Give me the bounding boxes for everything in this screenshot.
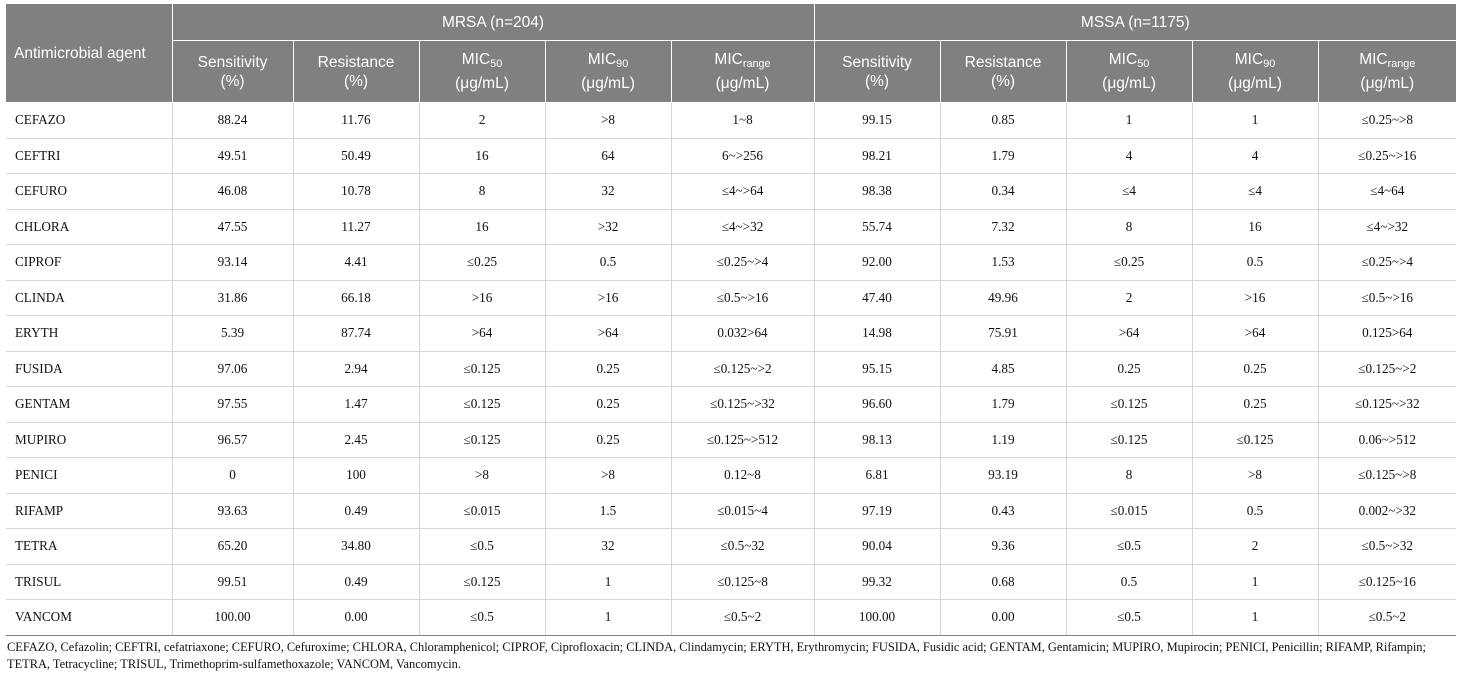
header-unit: (μg/mL): [1102, 75, 1156, 92]
agent-name-cell: CEFTRI: [6, 138, 172, 174]
agent-name-cell: RIFAMP: [6, 493, 172, 529]
table-cell: 0.5: [1192, 493, 1318, 529]
table-cell: 0.25: [1192, 387, 1318, 423]
table-cell: ≤0.5~2: [671, 600, 814, 636]
table-cell: 95.15: [814, 351, 940, 387]
table-cell: 46.08: [172, 174, 293, 210]
table-row: [6, 529, 1456, 565]
table-cell: 0.25: [545, 351, 671, 387]
agent-name-cell: MUPIRO: [6, 422, 172, 458]
table-cell: ≤0.125: [419, 387, 545, 423]
table-cell: 1.53: [940, 245, 1066, 281]
table-cell: 6.81: [814, 458, 940, 494]
header-subscript: 90: [616, 58, 629, 70]
table-cell: ≤0.125~>8: [1318, 458, 1456, 494]
agent-name-cell: VANCOM: [6, 600, 172, 636]
table-cell: 100.00: [172, 600, 293, 636]
table-cell: ≤0.125~>32: [671, 387, 814, 423]
table-cell: 50.49: [293, 138, 419, 174]
table-cell: 4: [1192, 138, 1318, 174]
table-row: [6, 422, 1456, 458]
table-cell: ≤0.125: [419, 564, 545, 600]
table-cell: >8: [1192, 458, 1318, 494]
table-cell: >64: [545, 316, 671, 352]
table-row: [6, 458, 1456, 494]
table-cell: ≤0.25: [419, 245, 545, 281]
table-row: [6, 174, 1456, 210]
header-mrsa-mic90: [545, 41, 671, 103]
table-cell: 99.32: [814, 564, 940, 600]
table-cell: 16: [1192, 209, 1318, 245]
header-label: MIC: [461, 51, 491, 68]
table-cell: ≤0.015~4: [671, 493, 814, 529]
table-cell: ≤0.5~>16: [671, 280, 814, 316]
table-cell: 97.06: [172, 351, 293, 387]
header-mssa-group: MSSA (n=1175): [814, 4, 1456, 41]
table-cell: 92.00: [814, 245, 940, 281]
header-subscript: 50: [1137, 58, 1150, 70]
header-unit: (%): [990, 72, 1016, 90]
table-cell: ≤0.5~>32: [1318, 529, 1456, 565]
header-label: Sensitivity: [842, 53, 912, 71]
table-cell: ≤0.25~>4: [671, 245, 814, 281]
table-cell: 1: [1066, 103, 1192, 139]
table-cell: ≤0.5~32: [671, 529, 814, 565]
table-cell: 1.79: [940, 138, 1066, 174]
table-cell: 11.27: [293, 209, 419, 245]
table-row: [6, 316, 1456, 352]
table-cell: 55.74: [814, 209, 940, 245]
table-cell: ≤0.25~>16: [1318, 138, 1456, 174]
table-cell: ≤0.015: [1066, 493, 1192, 529]
header-unit: (%): [864, 72, 890, 90]
table-row: [6, 103, 1456, 139]
table-cell: >32: [545, 209, 671, 245]
table-row: [6, 209, 1456, 245]
table-cell: 97.55: [172, 387, 293, 423]
table-cell: ≤4: [1192, 174, 1318, 210]
header-mrsa-sensitivity: [172, 41, 293, 103]
agent-name-cell: PENICI: [6, 458, 172, 494]
agent-name-cell: CHLORA: [6, 209, 172, 245]
table-cell: 1: [1192, 103, 1318, 139]
table-cell: ≤4~>32: [1318, 209, 1456, 245]
table-row: [6, 564, 1456, 600]
table-cell: 100.00: [814, 600, 940, 636]
table-cell: 1: [545, 564, 671, 600]
table-cell: ≤4~>32: [671, 209, 814, 245]
table-cell: 31.86: [172, 280, 293, 316]
table-cell: 0: [172, 458, 293, 494]
agent-name-cell: CEFAZO: [6, 103, 172, 139]
table-cell: 0.43: [940, 493, 1066, 529]
header-mssa-mic50: [1066, 41, 1192, 103]
table-cell: 100: [293, 458, 419, 494]
table-cell: 32: [545, 529, 671, 565]
table-cell: ≤0.5~>16: [1318, 280, 1456, 316]
table-cell: >16: [419, 280, 545, 316]
table-cell: ≤0.5: [1066, 600, 1192, 636]
table-cell: 64: [545, 138, 671, 174]
table-cell: ≤0.25: [1066, 245, 1192, 281]
table-cell: >16: [545, 280, 671, 316]
table-cell: 1: [545, 600, 671, 636]
table-cell: 1: [1192, 564, 1318, 600]
table-cell: 49.51: [172, 138, 293, 174]
table-footnote: CEFAZO, Cefazolin; CEFTRI, cefatriaxone; CEFURO, Cefuroxime; CHLORA, Chloramphenicol; CIPROF, Ciprofloxacin; CLINDA, Clindamycin; ERYTH, Erythromycin; FUSIDA, Fusidic acid; GENTAM, Gentamicin; MUPIRO, Mupirocin; PENICI, Penicillin; RIFAMP, Rifampin; TETRA, Tetracycline; TRISUL, Trimethoprim-sulfamethoxazole; VANCOM, Vancomycin.: [7, 639, 1426, 671]
table-row: [6, 245, 1456, 281]
table-cell: 66.18: [293, 280, 419, 316]
agent-name-cell: CLINDA: [6, 280, 172, 316]
table-cell: 96.57: [172, 422, 293, 458]
table-cell: ≤0.125: [1066, 387, 1192, 423]
header-unit: (μg/mL): [1228, 75, 1282, 92]
table-header: [6, 4, 1456, 103]
table-cell: 8: [1066, 209, 1192, 245]
table-cell: 8: [1066, 458, 1192, 494]
table-cell: 47.40: [814, 280, 940, 316]
table-cell: 0.125>64: [1318, 316, 1456, 352]
table-cell: 1~8: [671, 103, 814, 139]
table-cell: 1.19: [940, 422, 1066, 458]
table-cell: 4.85: [940, 351, 1066, 387]
agent-name-cell: FUSIDA: [6, 351, 172, 387]
table-cell: ≤0.125: [1192, 422, 1318, 458]
agent-name-cell: TRISUL: [6, 564, 172, 600]
table-cell: 0.002~>32: [1318, 493, 1456, 529]
table-cell: 75.91: [940, 316, 1066, 352]
table-cell: ≤0.125: [419, 422, 545, 458]
table-row: [6, 280, 1456, 316]
table-cell: 0.5: [545, 245, 671, 281]
header-unit: (μg/mL): [1360, 75, 1415, 92]
table-cell: 65.20: [172, 529, 293, 565]
table-cell: 0.49: [293, 493, 419, 529]
table-cell: ≤0.015: [419, 493, 545, 529]
table-cell: ≤0.5: [1066, 529, 1192, 565]
table-row: [6, 600, 1456, 636]
table-cell: 99.51: [172, 564, 293, 600]
table-cell: >16: [1192, 280, 1318, 316]
table-cell: >8: [545, 458, 671, 494]
table-cell: >64: [419, 316, 545, 352]
table-cell: 0.5: [1192, 245, 1318, 281]
table-cell: 0.06~>512: [1318, 422, 1456, 458]
table-cell: ≤0.5: [419, 600, 545, 636]
table-cell: ≤0.125~>32: [1318, 387, 1456, 423]
table-cell: 98.13: [814, 422, 940, 458]
table-cell: 0.12~8: [671, 458, 814, 494]
table-cell: 2: [1066, 280, 1192, 316]
table-cell: 93.14: [172, 245, 293, 281]
header-label: Resistance: [317, 53, 395, 71]
table-cell: 6~>256: [671, 138, 814, 174]
table-cell: ≤0.125~>2: [1318, 351, 1456, 387]
header-subscript: 50: [490, 58, 503, 70]
table-cell: 10.78: [293, 174, 419, 210]
table-cell: 0.25: [545, 422, 671, 458]
table-cell: 0.49: [293, 564, 419, 600]
table-cell: ≤0.125~8: [671, 564, 814, 600]
header-label: MIC: [1359, 51, 1388, 68]
table-cell: 32: [545, 174, 671, 210]
table-cell: ≤4~>64: [671, 174, 814, 210]
header-mssa-micrange: [1318, 41, 1456, 103]
table-cell: 2.45: [293, 422, 419, 458]
table-cell: 47.55: [172, 209, 293, 245]
header-group-row: [6, 4, 1456, 41]
table-row: [6, 351, 1456, 387]
table-cell: 1.5: [545, 493, 671, 529]
header-label: MIC: [714, 51, 743, 68]
table-cell: 8: [419, 174, 545, 210]
table-cell: ≤0.5~2: [1318, 600, 1456, 636]
table-container: [6, 4, 1456, 674]
table-cell: ≤0.125~16: [1318, 564, 1456, 600]
agent-name-cell: ERYTH: [6, 316, 172, 352]
header-sub-row: [6, 41, 1456, 103]
table-cell: 93.63: [172, 493, 293, 529]
table-body: [6, 103, 1456, 636]
header-mssa-sensitivity: [814, 41, 940, 103]
table-cell: 7.32: [940, 209, 1066, 245]
susceptibility-table: [6, 4, 1456, 636]
header-mrsa-group: MRSA (n=204): [172, 4, 814, 41]
header-unit: (μg/mL): [715, 75, 770, 92]
table-cell: 1: [1192, 600, 1318, 636]
table-row: [6, 138, 1456, 174]
table-cell: 0.00: [940, 600, 1066, 636]
table-cell: 0.68: [940, 564, 1066, 600]
header-mrsa-mic50: [419, 41, 545, 103]
table-cell: 0.00: [293, 600, 419, 636]
table-cell: 98.21: [814, 138, 940, 174]
table-cell: 1.47: [293, 387, 419, 423]
table-cell: 93.19: [940, 458, 1066, 494]
table-cell: 16: [419, 138, 545, 174]
table-cell: 49.96: [940, 280, 1066, 316]
agent-name-cell: TETRA: [6, 529, 172, 565]
header-mssa-mic90: [1192, 41, 1318, 103]
table-cell: 0.25: [545, 387, 671, 423]
table-cell: 90.04: [814, 529, 940, 565]
header-label: Sensitivity: [197, 53, 268, 71]
header-label: MIC: [1108, 51, 1138, 68]
table-cell: ≤4~64: [1318, 174, 1456, 210]
header-mssa-resistance: [940, 41, 1066, 103]
table-cell: ≤0.5: [419, 529, 545, 565]
table-cell: 2: [419, 103, 545, 139]
table-cell: 9.36: [940, 529, 1066, 565]
header-subscript: range: [1387, 58, 1416, 70]
table-cell: ≤0.125~>2: [671, 351, 814, 387]
table-cell: 11.76: [293, 103, 419, 139]
table-cell: 16: [419, 209, 545, 245]
table-cell: 34.80: [293, 529, 419, 565]
table-cell: >8: [545, 103, 671, 139]
table-cell: >8: [419, 458, 545, 494]
table-cell: 0.25: [1066, 351, 1192, 387]
table-cell: 97.19: [814, 493, 940, 529]
table-cell: 14.98: [814, 316, 940, 352]
table-cell: 0.032>64: [671, 316, 814, 352]
agent-name-cell: CIPROF: [6, 245, 172, 281]
table-cell: ≤4: [1066, 174, 1192, 210]
table-cell: 0.5: [1066, 564, 1192, 600]
header-label: Resistance: [964, 53, 1042, 71]
table-cell: 96.60: [814, 387, 940, 423]
table-cell: 0.25: [1192, 351, 1318, 387]
table-cell: 1.79: [940, 387, 1066, 423]
table-cell: 98.38: [814, 174, 940, 210]
header-subscript: range: [742, 58, 771, 70]
table-cell: 4: [1066, 138, 1192, 174]
header-subscript: 90: [1263, 58, 1276, 70]
table-cell: 2: [1192, 529, 1318, 565]
header-unit: (μg/mL): [455, 75, 509, 92]
table-cell: ≤0.25~>4: [1318, 245, 1456, 281]
table-cell: >64: [1192, 316, 1318, 352]
table-cell: 0.85: [940, 103, 1066, 139]
table-cell: ≤0.125: [419, 351, 545, 387]
table-row: [6, 493, 1456, 529]
table-cell: 2.94: [293, 351, 419, 387]
table-cell: 88.24: [172, 103, 293, 139]
table-cell: ≤0.125~>512: [671, 422, 814, 458]
table-cell: ≤0.125: [1066, 422, 1192, 458]
header-mrsa-resistance: [293, 41, 419, 103]
table-cell: 4.41: [293, 245, 419, 281]
table-cell: >64: [1066, 316, 1192, 352]
table-cell: 0.34: [940, 174, 1066, 210]
header-unit: (%): [343, 72, 369, 90]
header-unit: (μg/mL): [581, 75, 635, 92]
header-unit: (%): [220, 72, 245, 90]
header-label: MIC: [587, 51, 617, 68]
header-label: MIC: [1234, 51, 1264, 68]
table-row: [6, 387, 1456, 423]
table-cell: 5.39: [172, 316, 293, 352]
agent-name-cell: GENTAM: [6, 387, 172, 423]
header-antimicrobial-agent: Antimicrobial agent: [6, 4, 172, 103]
table-cell: 87.74: [293, 316, 419, 352]
table-cell: ≤0.25~>8: [1318, 103, 1456, 139]
agent-name-cell: CEFURO: [6, 174, 172, 210]
header-mrsa-micrange: [671, 41, 814, 103]
table-cell: 99.15: [814, 103, 940, 139]
